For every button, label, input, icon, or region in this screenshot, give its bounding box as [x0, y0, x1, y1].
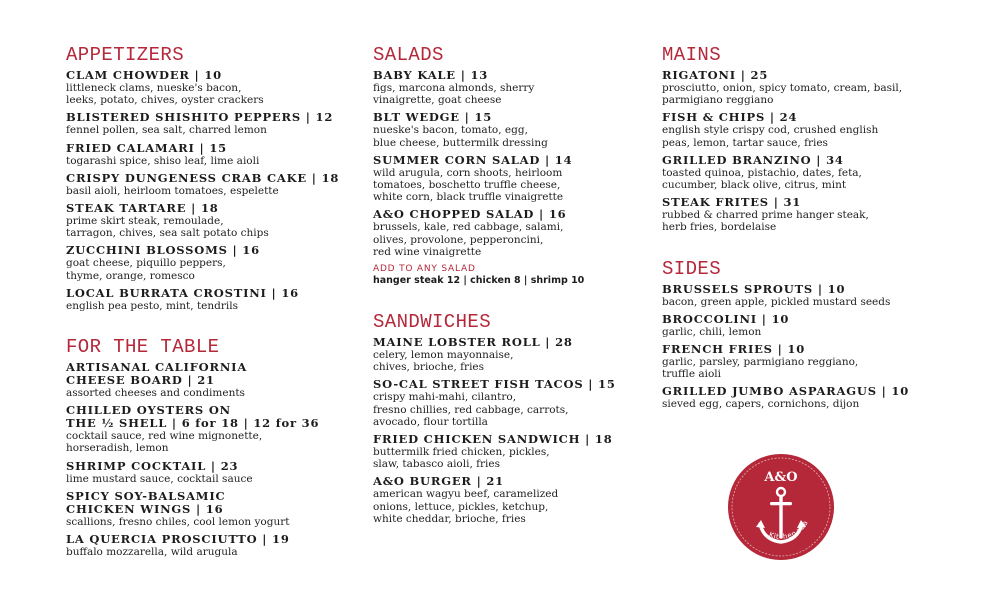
item-name: FRIED CALAMARI [66, 140, 195, 155]
item-name-line [373, 378, 643, 391]
item-name: BROCCOLINI [662, 311, 757, 326]
item-name: SO-CAL STREET FISH TACOS [373, 377, 584, 392]
item-description: bacon, green apple, pickled mustard seeds [662, 295, 891, 308]
item-description: garlic, parsley, parmigiano reggiano, [662, 356, 859, 369]
menu-item [373, 208, 643, 258]
price-separator: | [756, 311, 772, 326]
item-price: 16 [205, 501, 224, 516]
item-name: FISH & CHIPS [662, 110, 766, 125]
item-name-line [66, 172, 356, 185]
menu-section-mains [662, 44, 932, 234]
menu-section-for-the-table [66, 336, 356, 558]
item-price: 34 [826, 152, 844, 167]
item-price: 16 [242, 243, 260, 258]
item-price: 16 [281, 285, 299, 300]
item-name: LOCAL BURRATA CROSTINI [66, 285, 267, 300]
item-description: herb fries, bordelaise [662, 221, 777, 234]
item-description: brussels, kale, red cabbage, salami, [373, 221, 564, 234]
item-description: american wagyu beef, caramelized [373, 488, 559, 501]
price-separator: | [191, 501, 206, 516]
menu-item [662, 196, 932, 233]
menu-item [662, 283, 932, 308]
item-name: SHRIMP COCKTAIL [66, 458, 207, 473]
item-price: 21 [197, 373, 215, 388]
menu-item [66, 202, 356, 239]
price-separator: | [227, 243, 243, 258]
item-description: vinaigrette, goat cheese [373, 94, 502, 107]
item-description: figs, marcona almonds, sherry [373, 82, 535, 94]
item-description: buttermilk fried chicken, pickles, [373, 446, 550, 459]
item-price: 6 for 18 | 12 for 36 [181, 416, 320, 431]
item-name: CHILLED OYSTERS ON [66, 403, 231, 418]
item-name-line [373, 433, 643, 446]
menu-section-salads [373, 44, 643, 287]
price-separator: | [300, 110, 316, 125]
item-price: 16 [548, 207, 567, 222]
item-price: 15 [209, 140, 227, 155]
menu-item [66, 287, 356, 312]
price-separator: | [257, 532, 273, 547]
item-name-line [66, 69, 356, 82]
item-description: prosciutto, onion, spicy tomato, cream, basil, [662, 82, 903, 94]
price-separator: | [189, 68, 205, 82]
section-title: FOR THE TABLE [66, 336, 220, 359]
item-description: assorted cheeses and condiments [66, 387, 245, 400]
item-description: nueske's bacon, tomato, egg, [373, 124, 528, 137]
menu-section-sides [662, 258, 932, 411]
item-price: 15 [474, 110, 493, 125]
item-price: 24 [779, 110, 798, 125]
item-description: wild arugula, corn shoots, heirloom [373, 166, 563, 179]
menu-item [373, 69, 643, 106]
price-separator: | [811, 152, 827, 167]
item-price: 10 [787, 342, 805, 357]
item-name: CHICKEN WINGS [66, 501, 192, 516]
item-description: tarragon, chives, sea salt potato chips [66, 227, 269, 240]
logo-title: A&O [764, 470, 798, 485]
section-title: SIDES [662, 257, 722, 280]
item-description: cucumber, black olive, citrus, mint [662, 179, 847, 192]
price-separator: | [583, 377, 599, 392]
item-description: fennel pollen, sea salt, charred lemon [66, 124, 267, 137]
item-name-line [662, 385, 932, 398]
item-price: 10 [204, 68, 222, 82]
item-description: slaw, tabasco aioli, fries [373, 458, 501, 471]
price-separator: | [765, 110, 780, 125]
item-name: ZUCCHINI BLOSSOMS [66, 243, 228, 258]
menu-item [66, 69, 356, 106]
item-description: leeks, potato, chives, oyster crackers [66, 94, 264, 107]
item-description: toasted quinoa, pistachio, dates, feta, [662, 166, 862, 179]
item-description: white corn, black truffle vinaigrette [373, 191, 564, 204]
price-separator: | [471, 474, 487, 489]
item-price: 12 [315, 110, 334, 125]
menu-item [66, 244, 356, 281]
price-separator: | [772, 342, 788, 357]
menu-item [373, 336, 643, 373]
menu-item [662, 313, 932, 338]
item-description: white cheddar, brioche, fries [373, 512, 526, 525]
price-separator: | [580, 432, 595, 447]
item-description: sieved egg, capers, cornichons, dijon [662, 398, 860, 411]
item-description: goat cheese, piquillo peppers, [66, 257, 226, 270]
menu-item [66, 460, 356, 485]
item-description: english style crispy cod, crushed english [662, 124, 879, 137]
item-name-line [373, 69, 643, 82]
item-name: A&O CHOPPED SALAD [373, 207, 535, 222]
menu-item [373, 378, 643, 428]
menu-column-1 [66, 44, 356, 563]
price-separator: | [813, 281, 828, 296]
item-description: peas, lemon, tartar sauce, fries [662, 136, 828, 149]
item-name: BABY KALE [373, 68, 456, 82]
menu-item [66, 142, 356, 167]
item-name-line [662, 313, 932, 326]
item-name-line [373, 154, 643, 167]
item-price: 10 [771, 311, 790, 326]
section-title: MAINS [662, 44, 722, 66]
item-description: basil aioli, heirloom tomatoes, espelette [66, 184, 279, 197]
item-name: A&O BURGER [373, 474, 472, 489]
item-description: avocado, flour tortilla [373, 415, 488, 428]
item-description: olives, provolone, pepperoncini, [373, 233, 544, 246]
item-price: 23 [220, 458, 239, 473]
item-name: SUMMER CORN SALAD [373, 152, 541, 167]
price-separator: | [768, 195, 784, 210]
price-separator: | [540, 335, 556, 350]
addon-title: ADD TO ANY SALAD [373, 264, 476, 275]
price-separator: | [182, 373, 198, 388]
item-price: 28 [555, 335, 573, 350]
item-description: garlic, chili, lemon [662, 325, 762, 338]
menu-item [662, 343, 932, 380]
item-name-line [66, 287, 356, 300]
menu-item [66, 111, 356, 136]
menu-item [373, 433, 643, 470]
item-name: STEAK FRITES [662, 195, 769, 210]
item-description: littleneck clams, nueske's bacon, [66, 82, 242, 94]
addon-options: hanger steak 12 | chicken 8 | shrimp 10 [373, 275, 585, 287]
item-name-line [662, 343, 932, 356]
menu-item [66, 172, 356, 197]
item-name: RIGATONI [662, 68, 736, 82]
item-name-line [373, 208, 643, 221]
section-title: SANDWICHES [373, 311, 492, 334]
menu-item [373, 111, 643, 148]
item-name-line [66, 533, 356, 546]
item-name: STEAK TARTARE [66, 201, 187, 216]
price-separator: | [206, 458, 221, 473]
logo-subtitle: Kitchen+Ba [767, 518, 810, 541]
restaurant-logo [726, 452, 836, 562]
item-name-line [373, 111, 643, 124]
price-separator: | [266, 285, 282, 300]
anchor-icon [726, 452, 836, 562]
menu-column-3 [662, 44, 932, 416]
item-name: BRUSSELS SPROUTS [662, 281, 814, 296]
item-name-line [66, 111, 356, 124]
item-name-line [373, 336, 643, 349]
item-price: 18 [200, 201, 219, 216]
price-separator: | [735, 68, 751, 82]
menu-item [662, 111, 932, 148]
item-name: BLT WEDGE [373, 110, 460, 125]
menu-item [373, 475, 643, 525]
menu-item [662, 69, 932, 106]
price-separator: | [186, 201, 201, 216]
item-description: crispy mahi-mahi, cilantro, [373, 391, 517, 404]
item-name: ARTISANAL CALIFORNIA [66, 360, 248, 375]
salad-addons [373, 263, 643, 287]
item-description: red wine vinaigrette [373, 245, 482, 258]
item-name: CHEESE BOARD [66, 373, 183, 388]
item-name-line [66, 417, 356, 430]
item-price: 18 [594, 432, 613, 447]
item-price: 18 [321, 170, 340, 185]
item-name: FRENCH FRIES [662, 342, 773, 357]
price-separator: | [459, 110, 475, 125]
item-name-line [662, 196, 932, 209]
item-description: parmigiano reggiano [662, 94, 774, 107]
item-description: cocktail sauce, red wine mignonette, [66, 430, 263, 443]
item-description: celery, lemon mayonnaise, [373, 349, 514, 362]
price-separator: | [306, 170, 322, 185]
item-name: CRISPY DUNGENESS CRAB CAKE [66, 170, 307, 185]
menu-item [66, 404, 356, 454]
menu-item [66, 533, 356, 558]
item-name-line [662, 111, 932, 124]
menu-section-appetizers [66, 44, 356, 312]
menu-column-2 [373, 44, 643, 530]
item-name: MAINE LOBSTER ROLL [373, 335, 541, 350]
item-description: scallions, fresno chiles, cool lemon yogurt [66, 515, 290, 528]
menu-item [66, 490, 356, 528]
item-description: buffalo mozzarella, wild arugula [66, 546, 238, 559]
item-name: LA QUERCIA PROSCIUTTO [66, 532, 258, 547]
item-name: GRILLED JUMBO ASPARAGUS [662, 384, 877, 399]
item-price: 10 [891, 384, 910, 399]
item-description: prime skirt steak, remoulade, [66, 215, 224, 228]
item-description: chives, brioche, fries [373, 361, 485, 374]
item-name-line [66, 244, 356, 257]
item-description: tomatoes, boschetto truffle cheese, [373, 179, 561, 192]
item-description: onions, lettuce, pickles, ketchup, [373, 500, 549, 513]
menu-item [66, 361, 356, 399]
price-separator: | [534, 207, 549, 222]
item-name-line [662, 283, 932, 296]
menu-section-sandwiches [373, 311, 643, 525]
item-price: 21 [486, 474, 504, 489]
item-price: 10 [827, 281, 846, 296]
item-name: SPICY SOY-BALSAMIC [66, 488, 226, 503]
item-name: CLAM CHOWDER [66, 68, 190, 82]
item-description: blue cheese, buttermilk dressing [373, 136, 548, 149]
item-price: 19 [272, 532, 290, 547]
item-name-line [66, 460, 356, 473]
item-description: togarashi spice, shiso leaf, lime aioli [66, 154, 260, 167]
price-separator: | [167, 416, 182, 431]
item-description: english pea pesto, mint, tendrils [66, 299, 238, 312]
section-title: APPETIZERS [66, 44, 185, 66]
item-name: GRILLED BRANZINO [662, 152, 812, 167]
item-name: FRIED CHICKEN SANDWICH [373, 432, 581, 447]
menu-item [662, 385, 932, 410]
price-separator: | [540, 152, 555, 167]
item-description: truffle aioli [662, 368, 722, 381]
price-separator: | [194, 140, 210, 155]
section-title: SALADS [373, 44, 444, 66]
price-separator: | [455, 68, 471, 82]
menu-item [373, 154, 643, 204]
item-name-line [662, 154, 932, 167]
price-separator: | [876, 384, 892, 399]
item-price: 13 [470, 68, 489, 82]
item-price: 31 [783, 195, 802, 210]
item-name-line [373, 475, 643, 488]
item-name-line [66, 142, 356, 155]
item-name: THE ½ SHELL [66, 416, 168, 431]
item-name-line [66, 503, 356, 516]
item-description: fresno chillies, red cabbage, carrots, [373, 403, 569, 416]
item-price: 14 [554, 152, 573, 167]
item-description: lime mustard sauce, cocktail sauce [66, 472, 253, 485]
item-name-line [662, 69, 932, 82]
menu-item [662, 154, 932, 191]
item-price: 25 [750, 68, 769, 82]
item-name-line [66, 202, 356, 215]
item-name-line [66, 374, 356, 387]
item-name: BLISTERED SHISHITO PEPPERS [66, 110, 301, 125]
item-price: 15 [598, 377, 616, 392]
item-description: rubbed & charred prime hanger steak, [662, 209, 869, 222]
item-description: horseradish, lemon [66, 442, 169, 455]
item-description: thyme, orange, romesco [66, 269, 195, 282]
